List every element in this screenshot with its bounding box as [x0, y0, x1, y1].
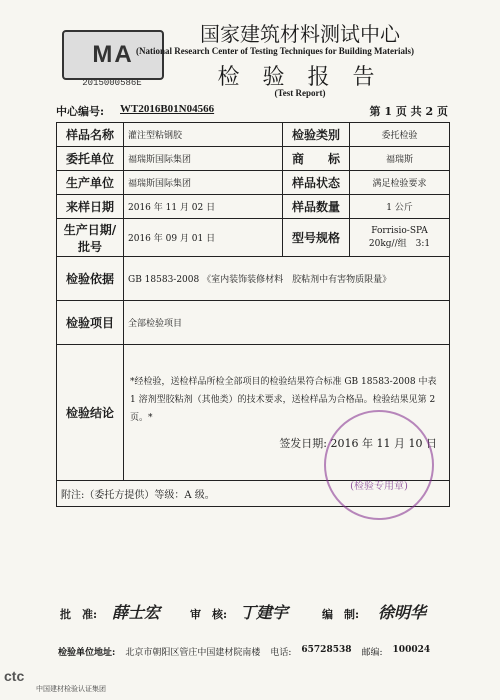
phone-label: 电话:: [270, 648, 292, 658]
footer: [58, 645, 458, 658]
items-value: 全部检验项目: [124, 301, 450, 345]
conclusion-text: *经检验，送检样品所检全部项目的检验结果符合标准 GB 18583-2008 中表 1 溶剂型胶粘剂（其他类）的技术要求，送检样品为合格品。检验结果见第 2 页。*: [130, 376, 437, 423]
report-title: 检 验 报 告: [217, 65, 383, 90]
model-value-2: 20kg//组 3:1: [368, 239, 431, 249]
page-info: 第 1 页 共 2 页: [369, 105, 448, 118]
brand-label: 商 标: [283, 147, 350, 171]
compile-label: 编 制:: [322, 608, 360, 621]
basis-label: 检验依据: [57, 257, 124, 301]
code-label: 中心编号:: [56, 105, 105, 118]
test-type-value: 委托检验: [350, 123, 450, 147]
org-name-cn: 国家建筑材料测试中心: [200, 22, 400, 46]
sample-name-value: 灌注型粘钢胶: [124, 123, 283, 147]
model-value-1: Forrisio-SPA: [371, 226, 428, 236]
review-label: 审 核:: [190, 608, 228, 621]
approve-label: 批 准:: [60, 608, 98, 621]
logo-number: 2015000586E: [82, 78, 142, 88]
sign-date: 签发日期: 2016 年 11 月 10 日: [279, 436, 437, 450]
addr-value: 北京市朝阳区管庄中国建材院南楼: [125, 648, 261, 658]
test-type-label: 检验类别: [283, 123, 350, 147]
client-value: 福瑞斯国际集团: [124, 147, 283, 171]
stamp-text: (检验专用章): [350, 481, 408, 492]
compile-signature: 徐明华: [378, 603, 427, 622]
approve-signature: 薛士宏: [112, 603, 161, 622]
sample-state-value: 满足检验要求: [350, 171, 450, 195]
inspection-stamp: [324, 410, 434, 520]
report-subtitle: (Test Report): [274, 88, 326, 98]
attachment-note: 附注:（委托方提供）等级：A 级。: [57, 481, 450, 507]
sample-name-label: 样品名称: [57, 123, 124, 147]
cma-logo: MA: [62, 30, 164, 80]
prod-date-value: 2016 年 09 月 01 日: [124, 219, 283, 257]
zip-label: 邮编:: [361, 648, 383, 658]
model-value: [350, 219, 450, 257]
items-label: 检验项目: [57, 301, 124, 345]
org-name-en: (National Research Center of Testing Techniques for Building Materials): [135, 46, 414, 56]
arrival-date-label: 来样日期: [57, 195, 124, 219]
phone-value: 65728538: [301, 645, 352, 655]
report-code-row: [56, 103, 448, 119]
model-label: 型号规格: [283, 219, 350, 257]
brand-value: 福瑞斯: [350, 147, 450, 171]
ctc-logo: ctc: [4, 668, 25, 684]
zip-value: 100024: [392, 645, 431, 655]
producer-label: 生产单位: [57, 171, 124, 195]
producer-value: 福瑞斯国际集团: [124, 171, 283, 195]
sample-state-label: 样品状态: [283, 171, 350, 195]
bottom-brand: 中国建材检验认证集团: [36, 686, 106, 693]
arrival-date-value: 2016 年 11 月 02 日: [124, 195, 283, 219]
addr-label: 检验单位地址:: [58, 648, 116, 658]
basis-value: GB 18583-2008 《室内装饰装修材料 胶粘剂中有害物质限量》: [124, 257, 450, 301]
conclusion-label: 检验结论: [57, 345, 124, 481]
sample-qty-label: 样品数量: [283, 195, 350, 219]
prod-date-label: 生产日期/批号: [57, 219, 124, 257]
review-signature: 丁建宇: [240, 603, 289, 622]
code-value: WT2016B01N04566: [120, 103, 215, 115]
client-label: 委托单位: [57, 147, 124, 171]
sample-qty-value: 1 公斤: [350, 195, 450, 219]
signature-row: [60, 603, 460, 636]
